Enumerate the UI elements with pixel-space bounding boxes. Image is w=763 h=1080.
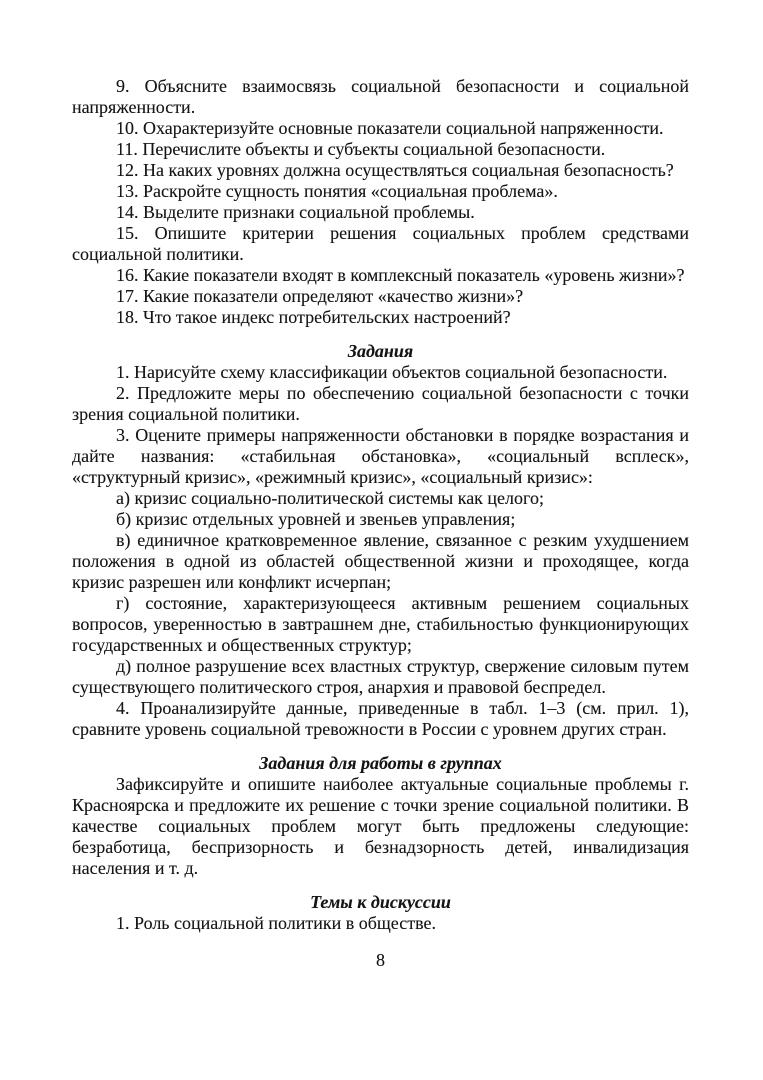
question-item: 17. Какие показатели определяют «качество жизни»? — [116, 286, 524, 306]
questions-section — [72, 76, 689, 328]
question-item: 15. Опишите критерии решения социальных проблем средствами социальной политики. — [72, 223, 689, 264]
discussion-heading: Темы к дискуссии — [310, 892, 451, 912]
question-item: 11. Перечислите объекты и субъекты социальной безопасности. — [116, 139, 606, 159]
discussion-section — [72, 913, 689, 934]
question-item: 18. Что такое индекс потребительских настроений? — [116, 307, 511, 327]
tasks-section — [72, 362, 689, 740]
question-item: 14. Выделите признаки социальной проблемы. — [116, 202, 475, 222]
question-item: 12. На каких уровнях должна осуществляться социальная безопасность? — [116, 160, 674, 180]
question-item: 13. Раскройте сущность понятия «социальная проблема». — [116, 181, 558, 201]
group-task-paragraph: Зафиксируйте и опишите наиболее актуальные социальные проблемы г. Красноярска и предложите их решение с точки зрение социальной политики. В качестве социальных проблем могут быть предложены следующие: безработица, беспризорность и безнадзорность детей, инвалидизация населения и т. д. — [72, 774, 689, 878]
task-item: 1. Нарисуйте схему классификации объектов социальной безопасности. — [116, 362, 668, 382]
group-work-section — [72, 774, 689, 879]
task-item: 2. Предложите меры по обеспечению социальной безопасности с точки зрения социальной политики. — [72, 383, 689, 424]
question-item: 10. Охарактеризуйте основные показатели социальной напряженности. — [116, 118, 664, 138]
question-item: 9. Объясните взаимосвязь социальной безопасности и социальной напряженности. — [72, 76, 689, 117]
task-subitem: д) полное разрушение всех властных структур, свержение силовым путем существующего политического строя, анархия и правовой беспредел. — [72, 656, 689, 697]
task-item: 4. Проанализируйте данные, приведенные в табл. 1–3 (см. прил. 1), сравните уровень социальной тревожности в России с уровнем других стран. — [72, 698, 689, 739]
page-number: 8 — [376, 950, 385, 970]
task-subitem: в) единичное кратковременное явление, связанное с резким ухудшением положения в одной из областей общественной жизни и проходящее, когда кризис разрешен или конфликт исчерпан; — [72, 530, 689, 592]
tasks-heading: Задания — [347, 341, 414, 361]
task-subitem: б) кризис отдельных уровней и звеньев управления; — [116, 509, 516, 529]
task-subitem: г) состояние, характеризующееся активным решением социальных вопросов, уверенностью в завтрашнем дне, стабильностью функционирующих государственных и общественных структур; — [72, 593, 689, 655]
question-item: 16. Какие показатели входят в комплексный показатель «уровень жизни»? — [116, 265, 685, 285]
group-work-heading: Задания для работы в группах — [259, 753, 502, 773]
task-subitem: а) кризис социально-политической системы как целого; — [116, 488, 544, 508]
task-item: 3. Оцените примеры напряженности обстановки в порядке возрастания и дайте названия: «стабильная обстановка», «социальный всплеск», «структурный кризис», «режимный кризис», «социальный кризис»: — [72, 425, 689, 487]
discussion-topic-item: 1. Роль социальной политики в обществе. — [116, 913, 436, 933]
